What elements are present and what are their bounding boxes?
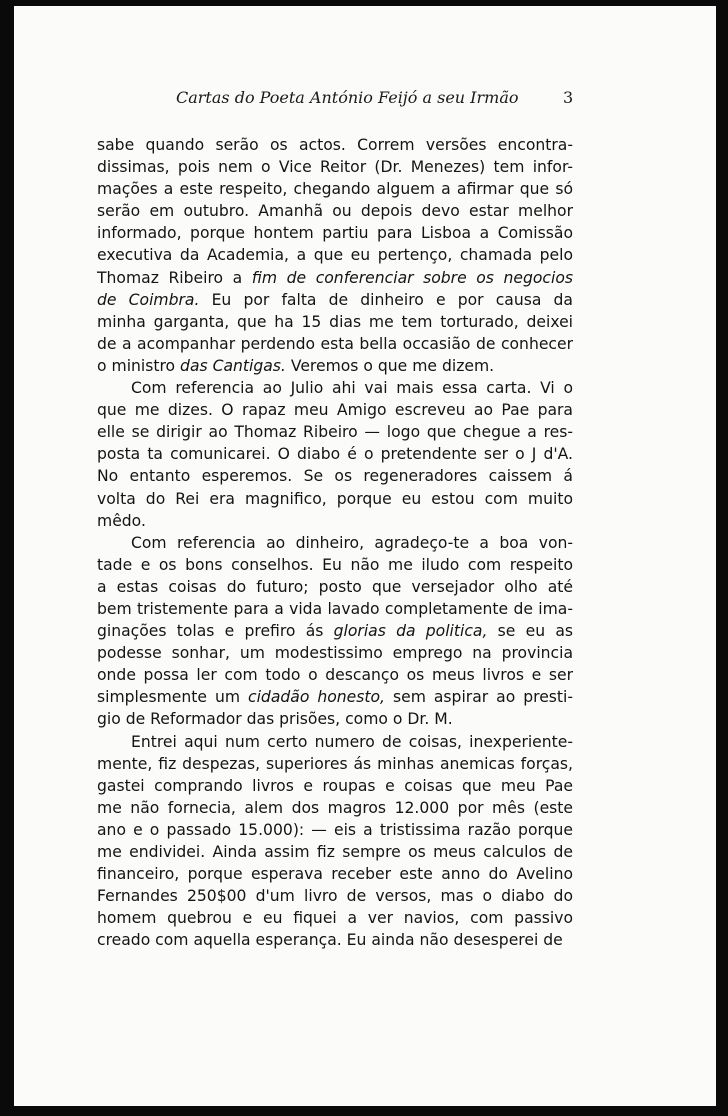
text-line xyxy=(97,907,573,929)
text-line xyxy=(97,863,573,885)
paragraph xyxy=(97,532,573,731)
text-line xyxy=(97,267,573,289)
text-run: Thomaz Ribeiro a xyxy=(97,268,252,287)
text-run: financeiro, porque esperava receber este anno do Avelino xyxy=(97,865,573,884)
text-line xyxy=(97,156,573,178)
text-line xyxy=(97,753,573,775)
text-line xyxy=(97,178,573,200)
text-run: Com referencia ao Julio ahi vai mais essa carta. Vi o xyxy=(131,379,573,398)
text-run: Veremos o que me dizem. xyxy=(285,356,495,375)
text-line xyxy=(97,488,573,510)
text-run: simplesmente um xyxy=(97,688,249,707)
text-run: onde possa ler com todo o descanço os meus livros e ser xyxy=(97,666,573,685)
text-run: executiva da Academia, a que eu pertenço, chamada pelo xyxy=(97,246,573,265)
text-run: Fernandes 250$00 d'um livro de versos, mas o diabo do xyxy=(97,887,573,906)
paragraph xyxy=(97,377,573,532)
text-run: mêdo. xyxy=(97,511,146,530)
text-run: dissimas, pois nem o Vice Reitor (Dr. Menezes) tem infor- xyxy=(97,158,573,177)
text-line xyxy=(97,819,573,841)
text-run: sabe quando serão os actos. Correm versões encontra- xyxy=(97,136,573,154)
text-line xyxy=(97,465,573,487)
text-line xyxy=(97,731,573,753)
text-run: mações a este respeito, chegando alguem a afirmar que só xyxy=(97,180,573,199)
text-line xyxy=(97,554,573,576)
text-run: bem tristemente para a vida lavado completamente de ima- xyxy=(97,599,573,618)
text-line xyxy=(97,222,573,244)
text-run: ginações tolas e prefiro ás xyxy=(97,622,334,641)
text-run: posta ta comunicarei. O diabo é o pretendente ser o J d'A. xyxy=(97,445,573,464)
text-run: que me dizes. O rapaz meu Amigo escreveu ao Pae para xyxy=(97,401,573,420)
text-line xyxy=(97,355,573,377)
text-run: No entanto esperemos. Se os regeneradores caissem á xyxy=(97,467,573,486)
text-line xyxy=(97,377,573,399)
page-header xyxy=(14,88,716,112)
text-line xyxy=(97,642,573,664)
italic-text: glorias da politica, xyxy=(333,622,488,641)
text-run: o ministro xyxy=(97,356,181,375)
text-line xyxy=(97,134,573,156)
text-run: se eu as xyxy=(487,622,574,641)
body-text xyxy=(97,134,573,951)
text-run: mente, fiz despezas, superiores ás minhas anemicas forças, xyxy=(97,754,573,773)
text-run: tade e os bons conselhos. Eu não me iludo com respeito xyxy=(97,555,573,574)
text-run: a estas coisas do futuro; posto que versejador olho até xyxy=(97,577,573,596)
text-line xyxy=(97,333,573,355)
text-line xyxy=(97,929,573,951)
text-line xyxy=(97,311,573,333)
text-run: gastei comprando livros e roupas e coisas que meu Pae xyxy=(97,776,573,795)
text-line xyxy=(97,200,573,222)
text-line xyxy=(97,244,573,266)
italic-text: de Coimbra. xyxy=(97,290,200,309)
book-page xyxy=(14,6,716,1106)
text-line xyxy=(97,797,573,819)
text-run: creado com aquella esperança. Eu ainda não desesperei de xyxy=(97,931,563,950)
text-run: me não fornecia, alem dos magros 12.000 por mês (este xyxy=(97,798,573,817)
text-line xyxy=(97,598,573,620)
text-line xyxy=(97,532,573,554)
text-run: podesse sonhar, um modestissimo emprego na provincia xyxy=(97,644,573,663)
text-line xyxy=(97,841,573,863)
text-line xyxy=(97,289,573,311)
text-run: homem quebrou e eu fiquei a ver navios, com passivo xyxy=(97,909,573,928)
paragraph xyxy=(97,731,573,952)
text-line xyxy=(97,576,573,598)
text-run: de a acompanhar perdendo esta bella occasião de conhecer xyxy=(97,334,573,353)
text-line xyxy=(97,775,573,797)
italic-text: das Cantigas. xyxy=(180,356,286,375)
text-run: volta do Rei era magnifico, porque eu estou com muito xyxy=(97,489,573,508)
text-run: Entrei aqui num certo numero de coisas, inexperiente- xyxy=(131,732,573,751)
italic-text: cidadão honesto, xyxy=(248,688,385,707)
text-run: elle se dirigir ao Thomaz Ribeiro — logo que chegue a res- xyxy=(97,423,573,442)
text-run: gio de Reformador das prisões, como o Dr. M. xyxy=(97,710,453,729)
text-line xyxy=(97,620,573,642)
text-line xyxy=(97,510,573,532)
text-run: Eu por falta de dinheiro e por causa da xyxy=(199,290,573,309)
text-line xyxy=(97,421,573,443)
text-line xyxy=(97,885,573,907)
text-run: me endividei. Ainda assim fiz sempre os meus calculos de xyxy=(97,843,573,861)
text-line xyxy=(97,443,573,465)
text-run: serão em outubro. Amanhã ou depois devo estar melhor xyxy=(97,202,573,221)
text-line xyxy=(97,399,573,421)
text-run: Com referencia ao dinheiro, agradeço-te a boa von- xyxy=(131,533,573,552)
text-run: minha garganta, que ha 15 dias me tem torturado, deixei xyxy=(97,312,573,331)
page-number: 3 xyxy=(563,88,574,107)
text-run: informado, porque hontem partiu para Lisboa a Comissão xyxy=(97,224,573,243)
paragraph xyxy=(97,134,573,377)
text-line xyxy=(97,686,573,708)
italic-text: fim de conferenciar sobre os negocios xyxy=(251,268,573,287)
text-run: sem aspirar ao presti- xyxy=(385,688,573,707)
text-run: ano e o passado 15.000): — eis a tristissima razão porque xyxy=(97,820,573,839)
text-line xyxy=(97,708,573,730)
running-title: Cartas do Poeta António Feijó a seu Irmão xyxy=(176,88,519,107)
text-line xyxy=(97,664,573,686)
